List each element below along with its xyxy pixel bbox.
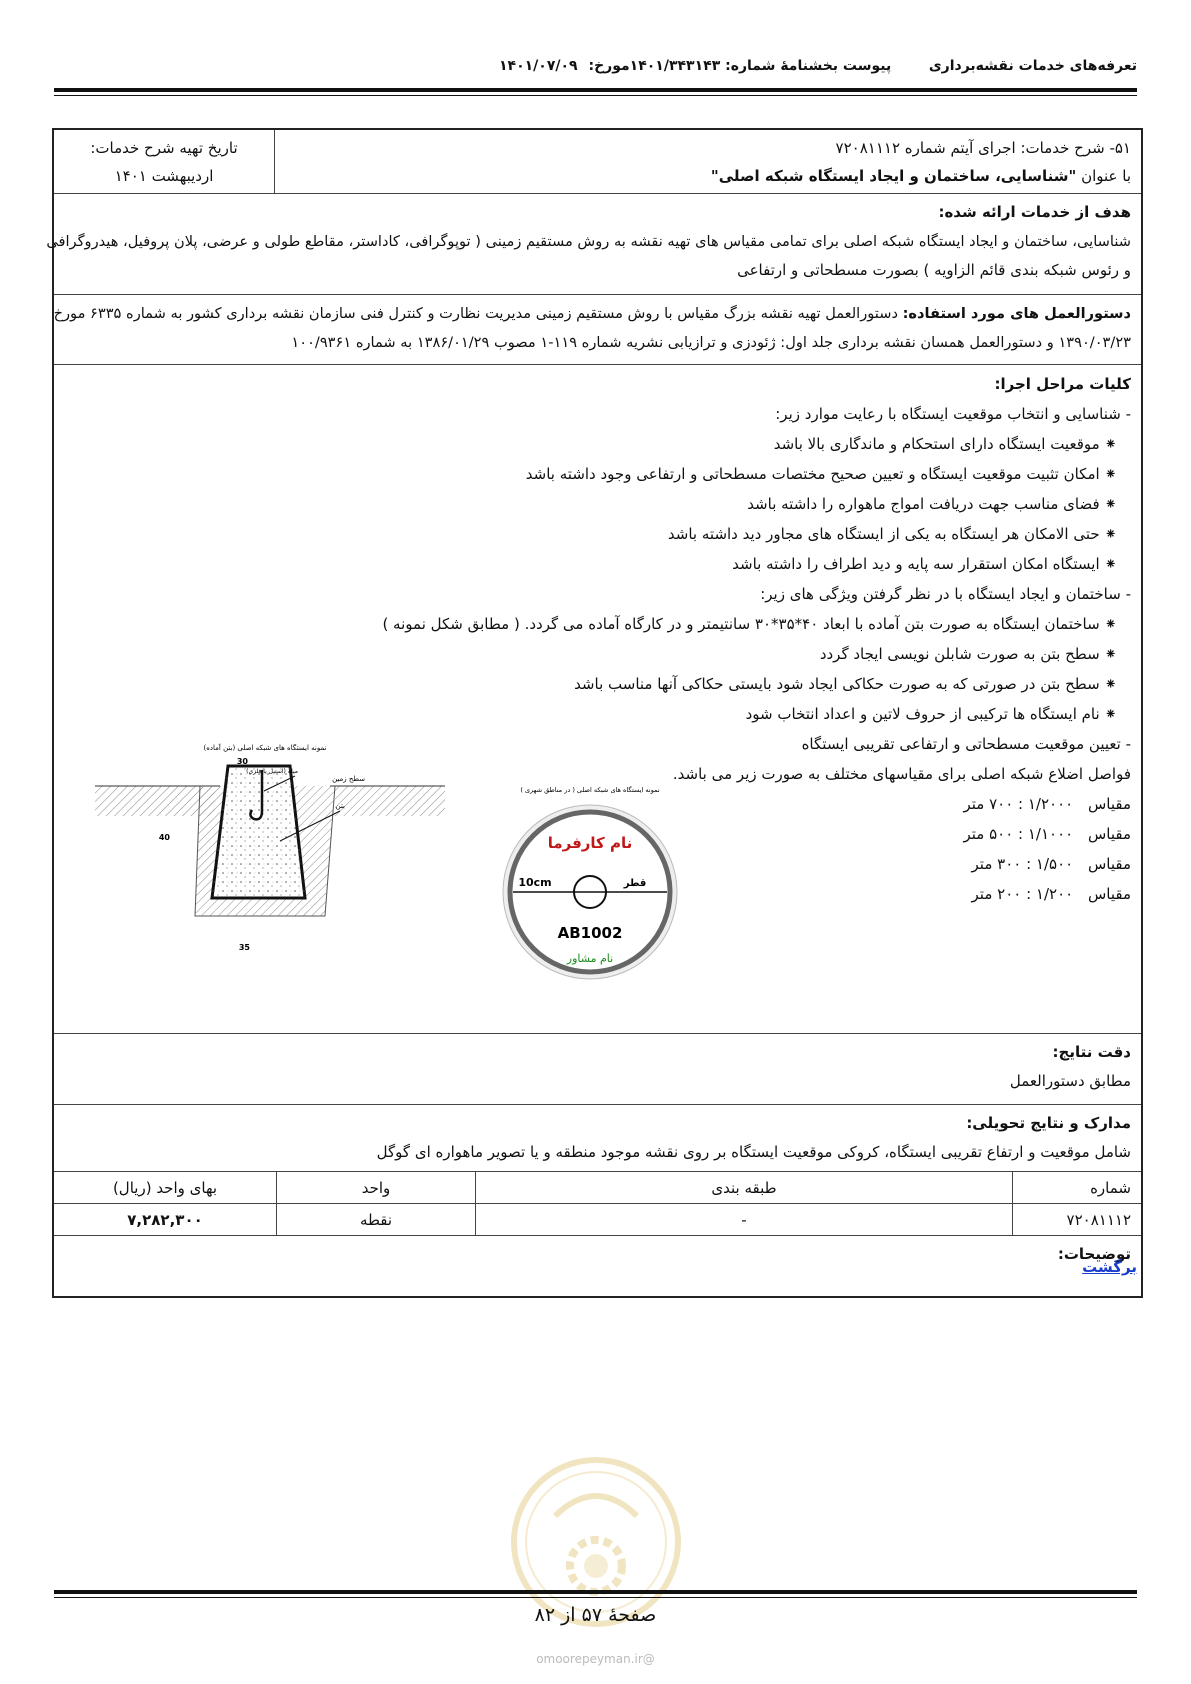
service-title-prefix: با عنوان [1081,167,1131,185]
notes-heading: توضیحات: [1057,1245,1131,1263]
station-cross-section-figure [50,736,450,966]
scale-row: مقیاس ۱/۲۰۰۰ : ۷۰۰ متر [963,795,1131,813]
document-title: تعرفه‌های خدمات نقشه‌برداری [928,58,1137,74]
ground-left [95,786,215,816]
consultant-name: نام مشاور [566,952,614,965]
steps-distances-intro: فواصل اضلاع شبکه اصلی برای مقیاسهای مختلف به صورت زیر می باشد. [672,765,1131,783]
cell-number: ۷۲۰۸۱۱۱۲ [1012,1204,1141,1235]
table-row [54,1204,1141,1236]
goal-line-1: شناسایی، ساختمان و ایجاد ایستگاه شبکه اصلی برای تمامی مقیاس های تهیه نقشه به روش مستقیم زمینی ( توپوگرافی، کاداستر، مقاطع طولی و عرضی، پلان پروفیل، هیدروگرافی [46,233,1131,250]
page-header [54,58,1137,80]
scale-row: مقیاس ۱/۱۰۰۰ : ۵۰۰ متر [963,825,1131,843]
scale-row: مقیاس ۱/۲۰۰ : ۲۰۰ متر [971,885,1131,903]
service-sheet [46,128,1143,1298]
list-item: ⁕ ایستگاه امکان استقرار سه پایه و دید اطراف را داشته باشد [732,555,1117,573]
service-date-cell [54,130,274,193]
station-id: AB1002 [557,924,623,942]
service-header-row [54,130,1141,194]
service-date-label: تاریخ تهیه شرح خدمات: [90,139,238,157]
goal-line-2: و رئوس شبکه بندی قائم الزاویه ) بصورت مسطحاتی و ارتفاعی [737,261,1131,279]
list-item: ⁕ فضای مناسب جهت دریافت امواج ماهواره را داشته باشد [747,495,1117,513]
list-item: ⁕ نام ایستگاه ها ترکیبی از حروف لاتین و اعداد انتخاب شود [745,705,1117,723]
header-unit-price: بهای واحد (ریال) [112,1178,218,1197]
list-item: ⁕ امکان تثبیت موقعیت ایستگاه و تعیین صحیح مختصات مسطحاتی و ارتفاعی وجود داشته باشد [525,465,1117,483]
list-item: ⁕ سطح بتن در صورتی که به صورت حکاکی ایجاد شود بایستی حکاکی آنها مناسب باشد [574,675,1117,693]
service-date-value: اردیبهشت ۱۴۰۱ [114,167,214,185]
figure2-title: نمونه ایستگاه های شبکه اصلی ( در مناطق شهری ) [520,786,660,794]
concrete-label: بتن [335,802,345,810]
page-number: صفحۀ ۵۷ از ۸۲ [534,1604,657,1626]
footer-rule-thick [54,1590,1137,1594]
cell-classification: - [475,1204,1012,1235]
deliverables-text: شامل موقعیت و ارتفاع تقریبی ایستگاه، کروکی موقعیت ایستگاه بر روی نقشه موجود منطقه و یا تصویر ماهواره ای گوگل [376,1143,1131,1161]
client-name: نام کارفرما [547,834,633,852]
attachment-date: ۱۴۰۱/۰۷/۰۹ [499,58,578,74]
deliverables-section [54,1105,1141,1172]
ground-right [335,786,445,816]
steps-positioning: - تعیین موقعیت مسطحاتی و ارتفاعی تقریبی ایستگاه [801,735,1131,753]
instructions-section [54,295,1141,365]
list-item: ⁕ موقعیت ایستگاه دارای استحکام و ماندگاری بالا باشد [773,435,1117,453]
side-dimension: 40 [158,833,170,842]
goal-heading: هدف از خدمات ارائه شده: [938,203,1131,221]
figure1-title: نمونه ایستگاه های شبکه اصلی (بتن آماده) [203,744,327,752]
service-title: "شناسایی، ساختمان و ایجاد ایستگاه شبکه اصلی" [710,167,1077,185]
service-item-line: ۵۱- شرح خدمات: اجرای آیتم شماره ۷۲۰۸۱۱۱۲ [835,139,1131,157]
diameter-label: قطر [623,878,647,889]
list-item: ⁕ حتی الامکان هر ایستگاه به یکی از ایستگاه های مجاور دید داشته باشد [667,525,1117,543]
publisher-seal-icon [510,1456,682,1628]
top-dimension: 30 [236,757,248,766]
concrete-texture [212,766,305,898]
header-rule-thin [54,95,1137,96]
goal-section [46,194,1141,295]
instructions-text-1: دستورالعمل تهیه نقشه بزرگ مقیاس با روش مستقیم زمینی مدیریت نظارت و کنترل فنی سازمان نقشه برداری کشور به شماره ۶۳۳۵ مورخ [53,305,898,322]
steps-construct: - ساختمان و ایجاد ایستگاه با در نظر گرفتن ویژگی های زیر: [760,585,1131,603]
header-number: شماره [1012,1172,1141,1203]
diameter-value: 10cm [518,876,552,889]
steps-heading: کلیات مراحل اجرا: [994,375,1131,393]
header-rule-thick [54,88,1137,92]
instructions-line-1 [53,299,1131,328]
steps-identify: - شناسایی و انتخاب موقعیت ایستگاه با رعایت موارد زیر: [775,405,1131,423]
price-table-header [54,1172,1141,1204]
scale-row: مقیاس ۱/۵۰۰ : ۳۰۰ متر [971,855,1131,873]
instructions-line-2: ۱۳۹۰/۰۳/۲۳ و دستورالعمل همسان نقشه برداری جلد اول: ژئودزی و ترازیابی نشریه شماره ۱۱۹-۱ مصوب ۱۳۸۶/۰۱/۲۹ به شماره ۱۰۰/۹۳۶۱ [291,334,1131,351]
bottom-dimension: 35 [238,943,250,952]
accuracy-text: مطابق دستورالعمل [1009,1072,1131,1090]
pin-label: میله (استیل یا فلزی) [246,768,298,775]
service-description [274,130,1141,193]
deliverables-heading: مدارک و نتایج تحویلی: [966,1114,1131,1132]
notes-section [54,1236,1141,1296]
header-unit: واحد [276,1172,475,1203]
website-watermark: @omoorepeyman.ir [536,1652,655,1666]
cell-unit: نقطه [276,1204,475,1235]
accuracy-heading: دقت نتایج: [1052,1043,1131,1061]
attachment-number: پیوست بخشنامۀ شماره: ۱۴۰۱/۳۴۳۱۴۳مورخ: [588,58,892,74]
urban-station-disc-figure [475,780,715,985]
list-item: ⁕ سطح بتن به صورت شابلن نویسی ایجاد گردد [819,645,1117,663]
cell-unit-price: ۷,۲۸۲,۳۰۰ [127,1210,203,1229]
instructions-heading: دستورالعمل های مورد استفاده: [902,305,1131,322]
footer-rule-thin [54,1597,1137,1598]
list-item: ⁕ ساختمان ایستگاه به صورت بتن آماده با ابعاد ۴۰*۳۵*۳۰ سانتیمتر و در کارگاه آماده می گردد. ( مطابق شکل نمونه ) [382,615,1117,633]
back-link[interactable]: برگشت [1082,1258,1137,1276]
header-classification: طبقه بندی [475,1172,1012,1203]
ground-label: سطح زمین [332,775,365,783]
service-title-line [285,162,1131,190]
attachment-reference [499,58,891,74]
accuracy-section [54,1034,1141,1105]
